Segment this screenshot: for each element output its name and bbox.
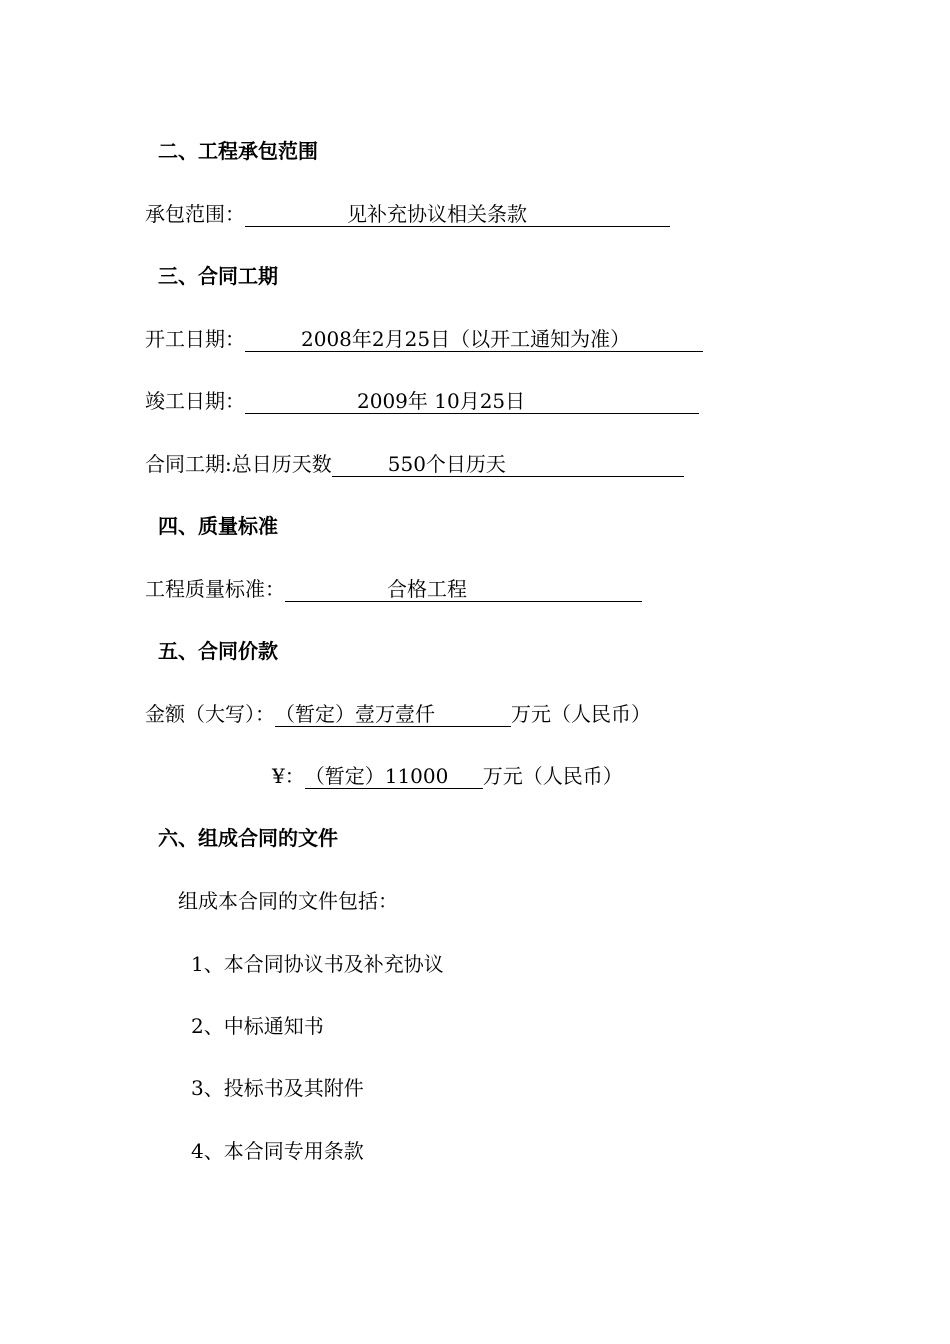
price-number-label: ¥： (272, 764, 305, 788)
total-days-row (145, 450, 684, 478)
total-days-label: 合同工期:总日历天数 (145, 452, 332, 476)
total-days-value: 550个日历天 (332, 452, 684, 477)
start-date-row (145, 325, 703, 353)
price-words-label: 金额（大写）： (145, 702, 275, 726)
list-item: 4、本合同专用条款 (191, 1139, 364, 1163)
end-date-value: 2009年 10月25日 (245, 389, 699, 414)
scope-row (145, 200, 670, 228)
end-date-label: 竣工日期： (145, 389, 245, 413)
heading-documents: 六、组成合同的文件 (158, 826, 338, 850)
scope-value: 见补充协议相关条款 (245, 202, 670, 227)
price-number-value: （暂定）11000 (305, 764, 483, 789)
heading-price: 五、合同价款 (158, 639, 278, 663)
scope-label: 承包范围： (145, 202, 245, 226)
end-date-row (145, 387, 699, 415)
list-item: 3、投标书及其附件 (191, 1076, 364, 1100)
price-number-row (272, 762, 623, 790)
quality-value: 合格工程 (285, 577, 642, 602)
price-words-row (145, 700, 651, 728)
heading-period: 三、合同工期 (158, 264, 278, 288)
list-item: 1、本合同协议书及补充协议 (191, 952, 444, 976)
start-date-label: 开工日期： (145, 327, 245, 351)
heading-quality: 四、质量标准 (158, 514, 278, 538)
list-item: 2、中标通知书 (191, 1014, 324, 1038)
price-number-unit: 万元（人民币） (482, 764, 623, 788)
quality-row (145, 575, 642, 603)
quality-label: 工程质量标准： (145, 577, 285, 601)
heading-scope: 二、工程承包范围 (158, 139, 318, 163)
price-words-value: （暂定）壹万壹仟 (275, 702, 511, 727)
price-words-unit: 万元（人民币） (511, 702, 651, 726)
documents-intro: 组成本合同的文件包括： (178, 889, 398, 913)
start-date-value: 2008年2月25日（以开工通知为准） (245, 327, 703, 352)
